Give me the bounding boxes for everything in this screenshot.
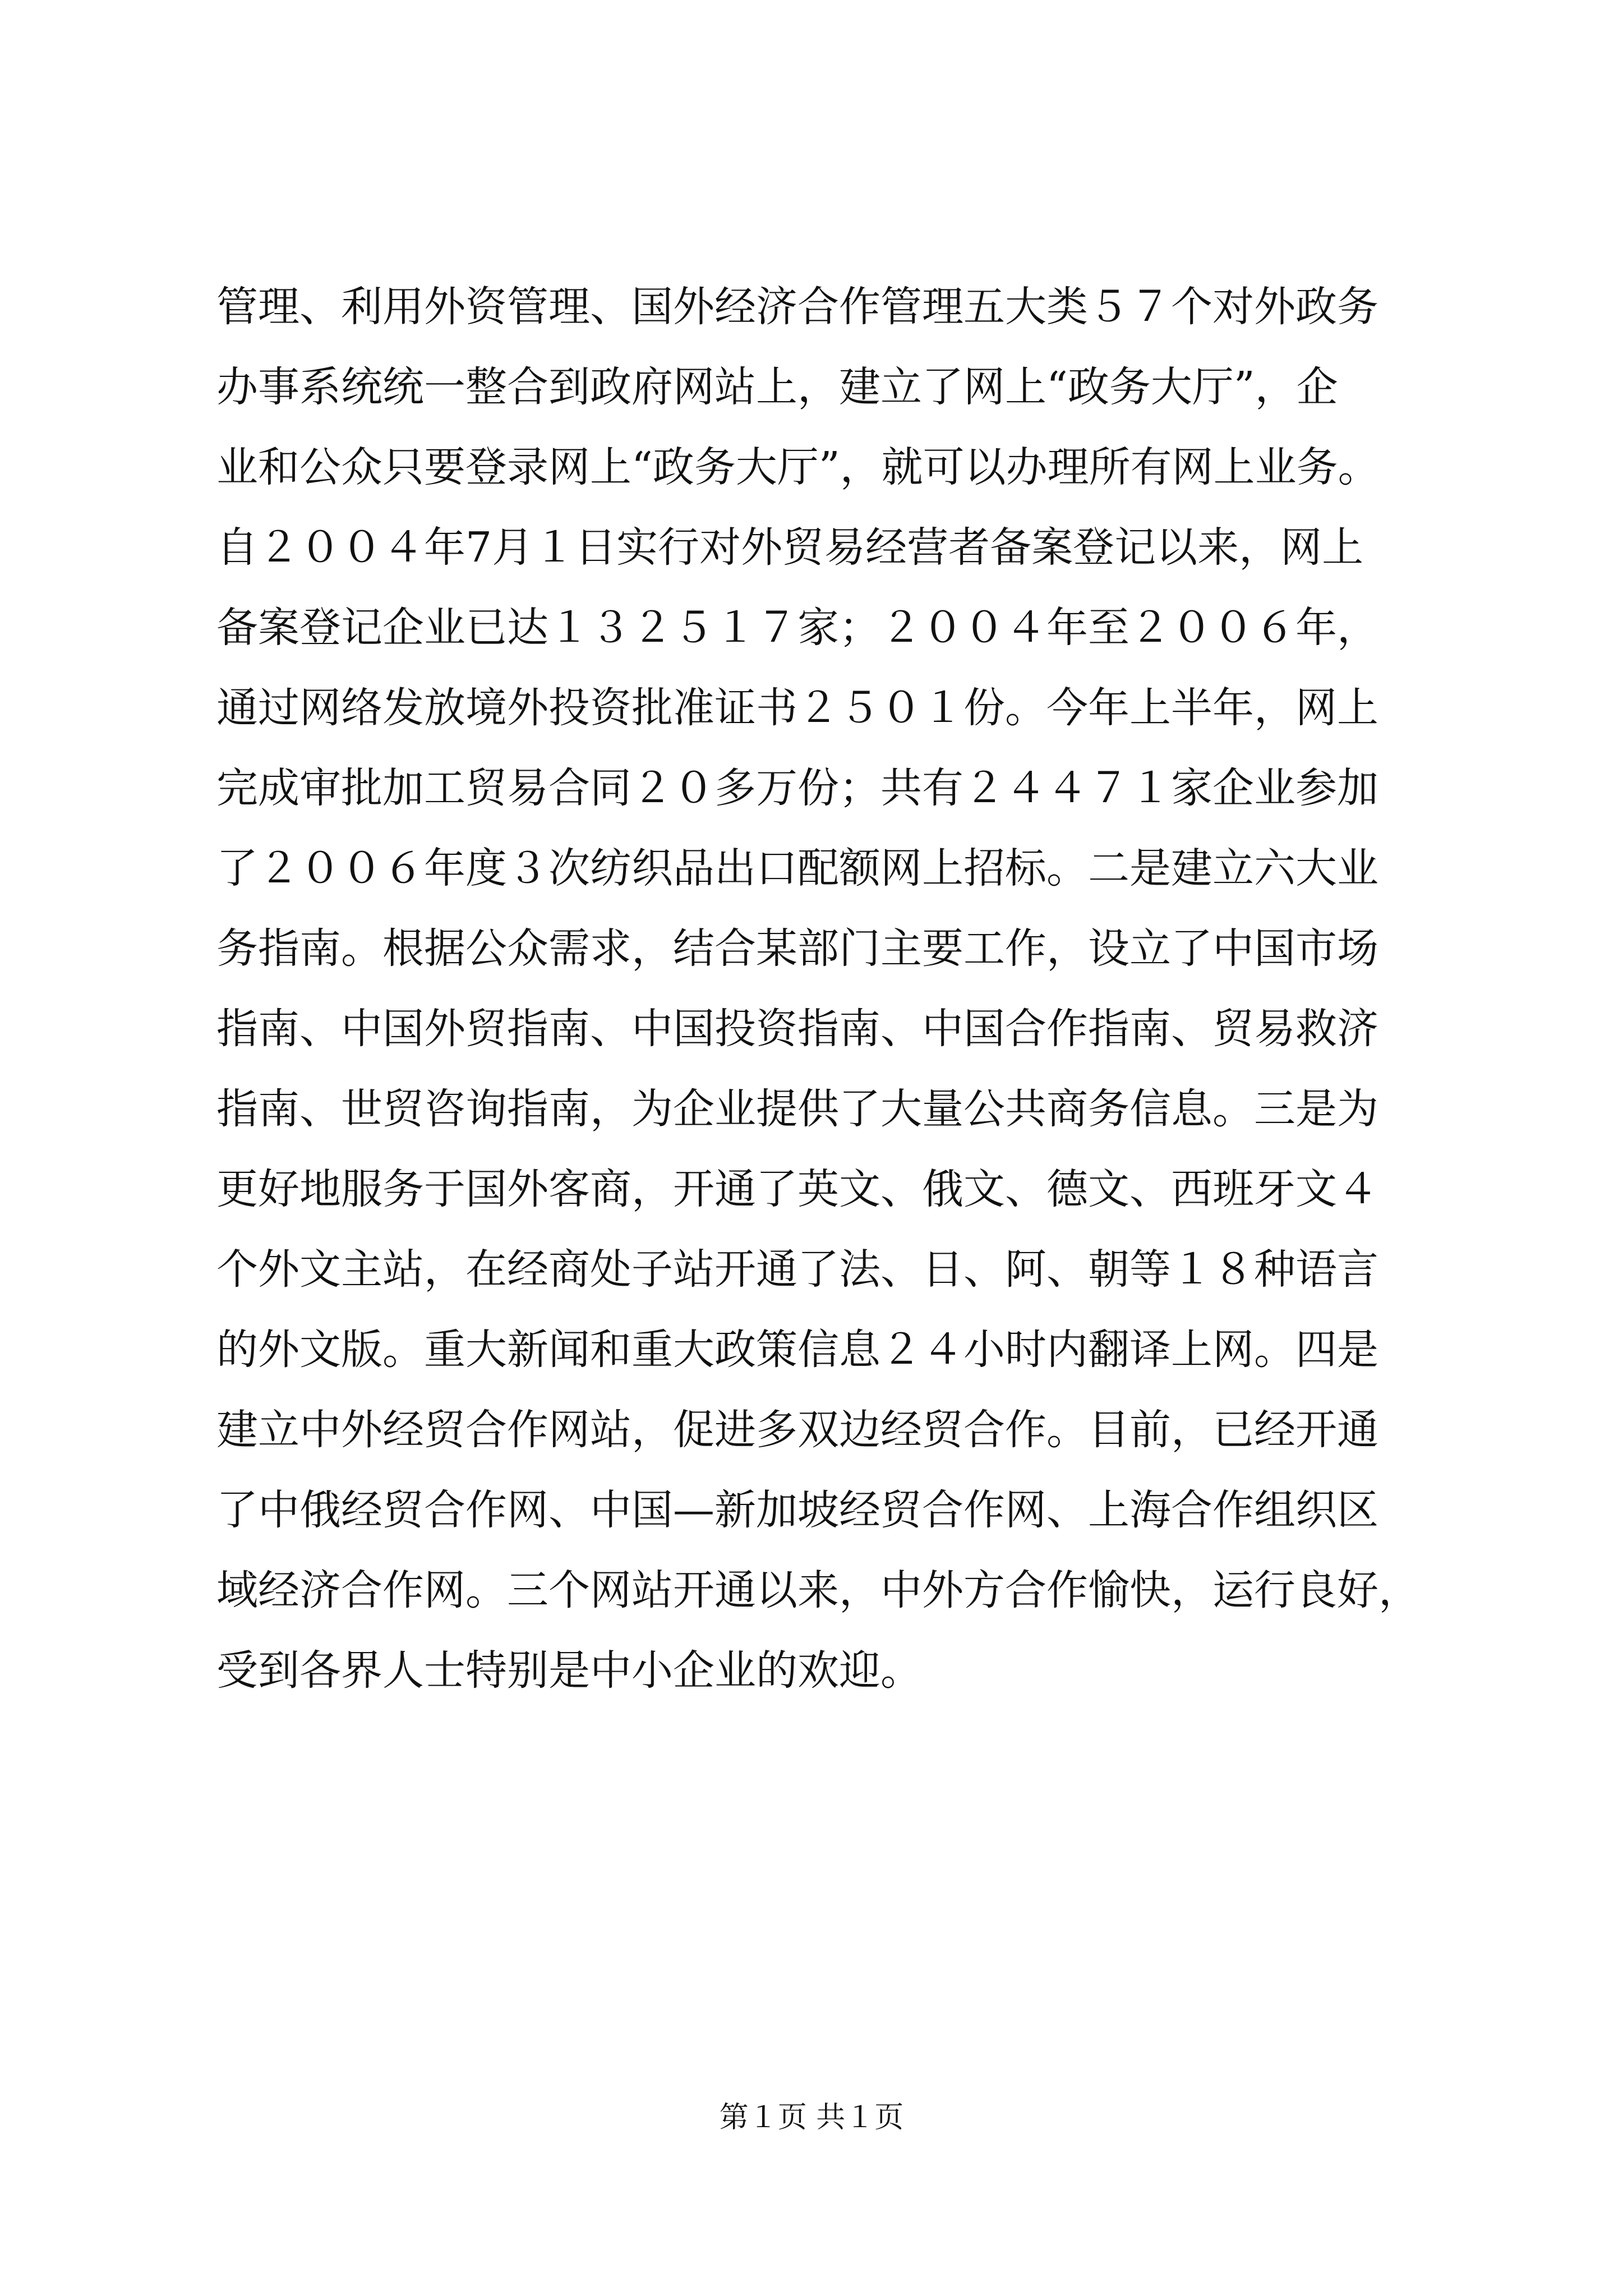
text-line-10: 指南、中国外贸指南、中国投资指南、中国合作指南、贸易救济 (216, 1005, 1378, 1053)
text-line-6: 通过网络发放境外投资批准证书２５０１份。今年上半年，网上 (216, 684, 1378, 732)
text-line-11: 指南、世贸咨询指南，为企业提供了大量公共商务信息。三是为 (216, 1085, 1378, 1133)
text-line-2: 办事系统统一整合到政府网站上，建立了网上“政务大厅”，企 (216, 363, 1338, 411)
page-number-footer: 第１页 共１页 (719, 2101, 904, 2134)
text-line-15: 建立中外经贸合作网站，促进多双边经贸合作。目前，已经开通 (216, 1406, 1378, 1454)
text-line-18: 受到各界人士特别是中小企业的欢迎。 (216, 1646, 922, 1695)
text-line-17: 域经济合作网。三个网站开通以来，中外方合作愉快，运行良好， (216, 1566, 1420, 1614)
text-line-5: 备案登记企业已达１３２５１７家；２００４年至２００６年， (216, 604, 1378, 652)
text-line-3: 业和公众只要登录网上“政务大厅”，就可以办理所有网上业务。 (216, 443, 1380, 491)
text-line-7: 完成审批加工贸易合同２０多万份；共有２４４７１家企业参加 (216, 764, 1378, 812)
text-line-8: 了２００６年度３次纺织品出口配额网上招标。二是建立六大业 (216, 844, 1378, 892)
text-line-1: 管理、利用外资管理、国外经济合作管理五大类５７个对外政务 (216, 283, 1378, 331)
text-line-14: 的外文版。重大新闻和重大政策信息２４小时内翻译上网。四是 (216, 1326, 1378, 1374)
text-line-12: 更好地服务于国外客商，开通了英文、俄文、德文、西班牙文４ (216, 1165, 1378, 1213)
text-line-9: 务指南。根据公众需求，结合某部门主要工作，设立了中国市场 (216, 924, 1378, 973)
text-line-4: 自２００４年7月１日实行对外贸易经营者备案登记以来，网上 (216, 523, 1364, 572)
text-line-13: 个外文主站，在经商处子站开通了法、日、阿、朝等１８种语言 (216, 1245, 1378, 1294)
text-line-16: 了中俄经贸合作网、中国—新加坡经贸合作网、上海合作组织区 (216, 1486, 1378, 1534)
